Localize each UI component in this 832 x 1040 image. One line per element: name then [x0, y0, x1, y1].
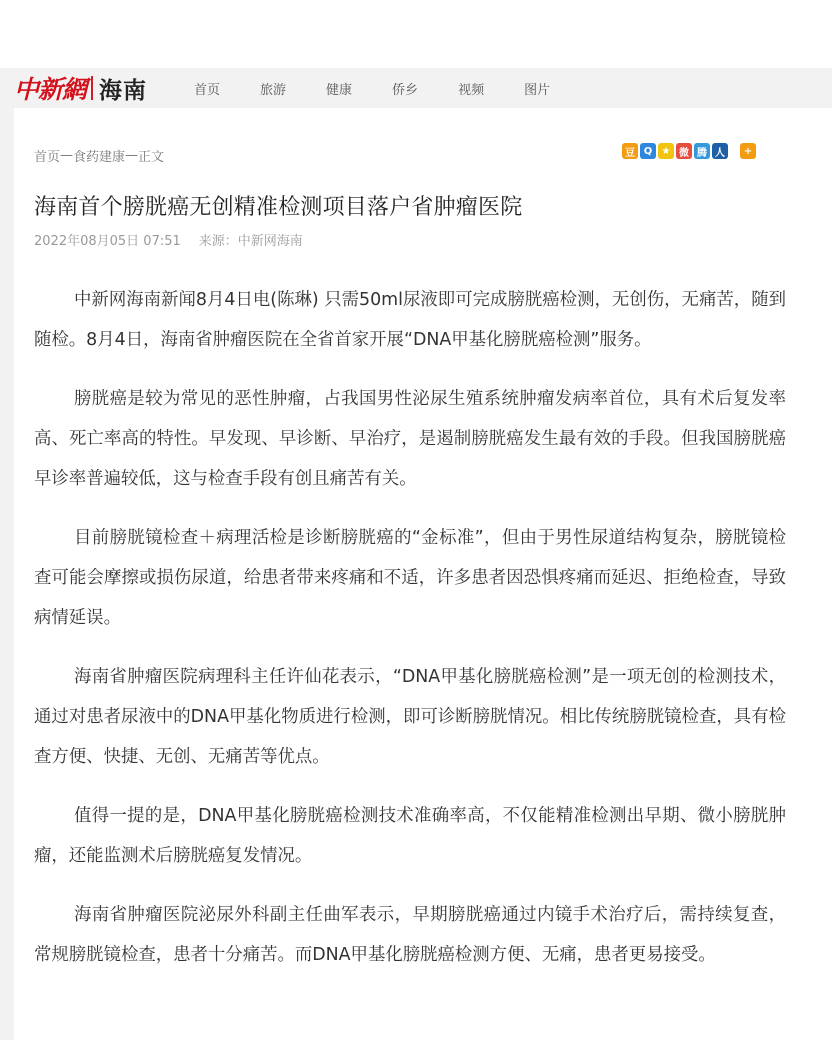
renren-share-icon[interactable]: 人	[712, 143, 728, 159]
breadcrumb	[34, 146, 164, 165]
top-navbar	[0, 68, 832, 108]
qq-zone-share-icon[interactable]: Q	[640, 143, 656, 159]
logo-chinanews-text: 中新網	[14, 75, 87, 104]
nav-item-travel[interactable]: 旅游	[260, 82, 287, 98]
share-spacer	[730, 143, 738, 159]
breadcrumb-separator: —	[60, 148, 74, 163]
logo-divider	[91, 76, 93, 100]
weibo-share-icon[interactable]: 微	[676, 143, 692, 159]
article-meta	[34, 230, 303, 249]
nav-item-overseas[interactable]: 侨乡	[392, 82, 419, 98]
nav-item-video[interactable]: 视频	[458, 82, 485, 98]
nav-item-health[interactable]: 健康	[326, 82, 353, 98]
site-logo[interactable]	[14, 71, 147, 105]
share-bar	[622, 143, 756, 159]
article-paragraph: 中新网海南新闻8月4日电(陈琳) 只需50ml尿液即可完成膀胱癌检测，无创伤，无痛苦，随到随检。8月4日，海南省肿瘤医院在全省首家开展“DNA甲基化膀胱癌检测”服务。	[34, 290, 786, 350]
left-gutter	[0, 108, 14, 1040]
article-paragraph: 海南省肿瘤医院泌尿外科副主任曲军表示，早期膀胱癌通过内镜手术治疗后，需持续复查，常规膀胱镜检查，患者十分痛苦。而DNA甲基化膀胱癌检测方便、无痛，患者更易接受。	[34, 905, 786, 965]
article-paragraph: 海南省肿瘤医院病理科主任许仙花表示，“DNA甲基化膀胱癌检测”是一项无创的检测技术，通过对患者尿液中的DNA甲基化物质进行检测，即可诊断膀胱情况。相比传统膀胱镜检查，具有检查方便、快捷、无创、无痛苦等优点。	[34, 667, 786, 767]
tencent-weibo-share-icon[interactable]: 腾	[694, 143, 710, 159]
douban-share-icon[interactable]: 豆	[622, 143, 638, 159]
star-share-icon[interactable]: ★	[658, 143, 674, 159]
breadcrumb-current: 正文	[138, 150, 165, 165]
article-title: 海南首个膀胱癌无创精准检测项目落户省肿瘤医院	[34, 195, 523, 220]
article-body	[34, 280, 786, 994]
article-paragraph: 值得一提的是，DNA甲基化膀胱癌检测技术准确率高，不仅能精准检测出早期、微小膀胱肿瘤，还能监测术后膀胱癌复发情况。	[34, 806, 786, 866]
breadcrumb-home[interactable]: 首页	[34, 150, 61, 165]
article-datetime: 2022年08月05日 07:51	[34, 234, 181, 249]
article-paragraph: 膀胱癌是较为常见的恶性肿瘤，占我国男性泌尿生殖系统肿瘤发病率首位，具有术后复发率高、死亡率高的特性。早发现、早诊断、早治疗，是遏制膀胱癌发生最有效的手段。但我国膀胱癌早诊率普遍较低，这与检查手段有创且痛苦有关。	[34, 389, 786, 489]
nav-item-home[interactable]: 首页	[194, 82, 221, 98]
nav-item-pictures[interactable]: 图片	[524, 82, 551, 98]
breadcrumb-separator: —	[125, 148, 139, 163]
article-paragraph: 目前膀胱镜检查＋病理活检是诊断膀胱癌的“金标准”，但由于男性尿道结构复杂，膀胱镜检查可能会摩擦或损伤尿道，给患者带来疼痛和不适，许多患者因恐惧疼痛而延迟、拒绝检查，导致病情延误。	[34, 528, 786, 628]
article-source: 来源：中新网海南	[198, 234, 303, 249]
more-share-icon[interactable]: +	[740, 143, 756, 159]
main-nav	[194, 68, 590, 108]
logo-hainan-text: 海南	[99, 77, 148, 104]
breadcrumb-section[interactable]: 食药建康	[73, 150, 126, 165]
